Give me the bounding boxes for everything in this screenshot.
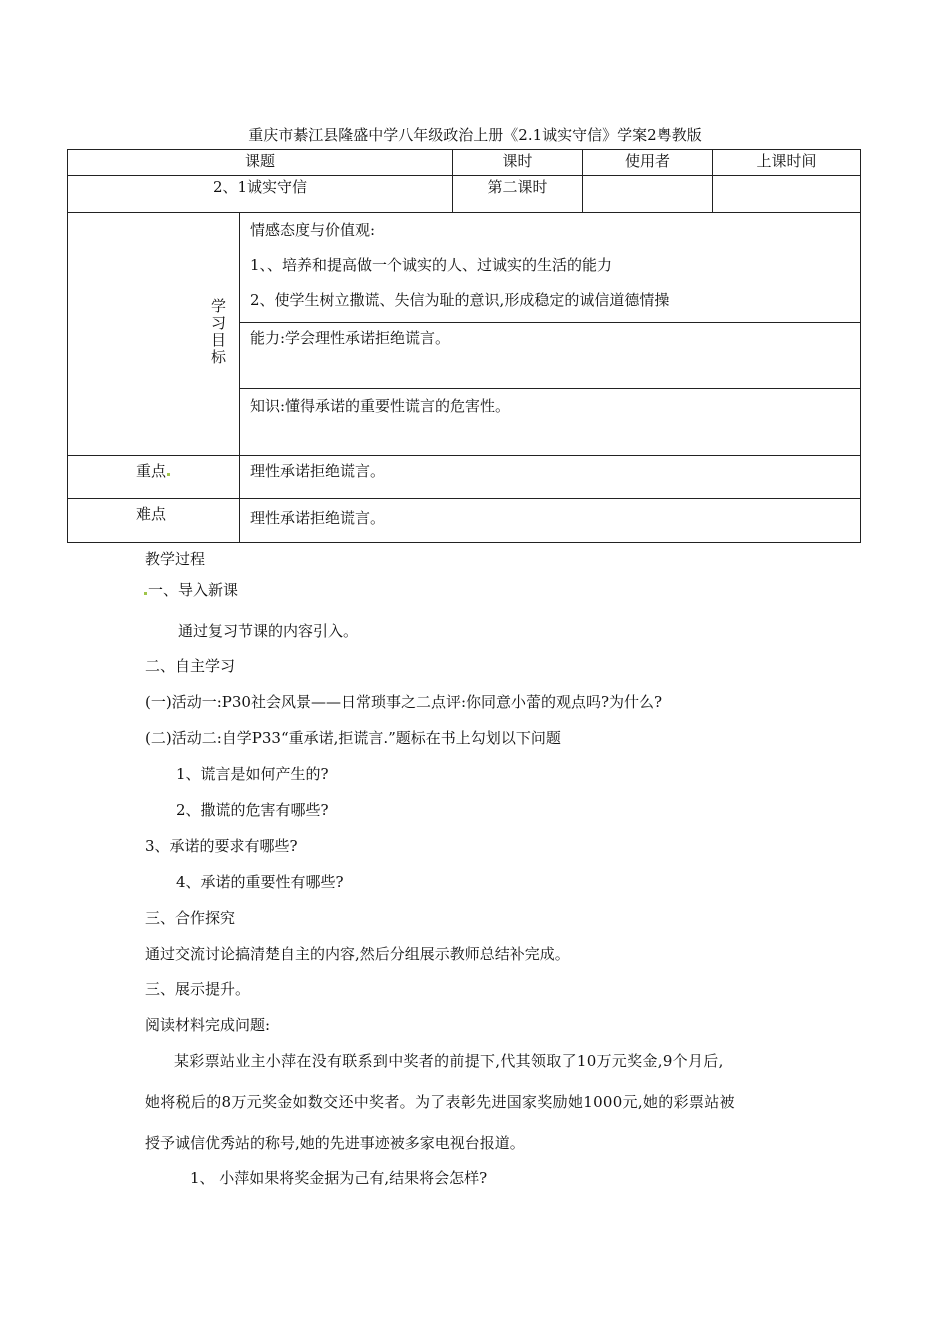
question-lie-harm: 2、撒谎的危害有哪些? — [176, 801, 329, 819]
goals-ability: 能力:学会理性承诺拒绝谎言。 — [250, 329, 451, 347]
difficulty-row — [68, 499, 861, 543]
goals-knowledge: 知识:懂得承诺的重要性谎言的危害性。 — [250, 397, 511, 415]
section-presentation-heading: 三、展示提升。 — [145, 980, 251, 998]
material-paragraph-line-2: 她将税后的8万元奖金如数交还中奖者。为了表彰先进国家奖励她1000元,她的彩票站被 — [145, 1093, 735, 1111]
section-cooperation-heading: 三、合作探究 — [145, 909, 236, 927]
material-paragraph-line-1: 某彩票站业主小萍在没有联系到中奖者的前提下,代其领取了10万元奖金,9个月后, — [174, 1052, 724, 1070]
import-text: 通过复习节课的内容引入。 — [178, 622, 359, 640]
key-value: 理性承诺拒绝谎言。 — [240, 456, 861, 499]
cooperation-text: 通过交流讨论搞清楚自主的内容,然后分组展示教师总结补完成。 — [145, 945, 570, 963]
value-period: 第二课时 — [453, 176, 583, 213]
goals-attitude-cell — [240, 213, 861, 323]
teaching-process-heading: 教学过程 — [145, 550, 206, 568]
header-class-time: 上课时间 — [713, 150, 861, 176]
goals-attitude-heading: 情感态度与价值观: — [250, 221, 376, 239]
key-row — [68, 456, 861, 499]
reading-prompt: 阅读材料完成问题: — [145, 1016, 271, 1034]
activity-1: (一)活动一:P30社会风景——日常琐事之二点评:你同意小蕾的观点吗?为什么? — [145, 693, 663, 711]
table-header-row — [68, 150, 861, 176]
goals-label-cell — [68, 213, 240, 456]
value-class-time — [713, 176, 861, 213]
question-lie-origin: 1、谎言是如何产生的? — [176, 765, 329, 783]
goals-ability-cell — [240, 323, 861, 389]
difficulty-value: 理性承诺拒绝谎言。 — [240, 499, 861, 543]
section-import-text: 一、导入新课 — [148, 581, 239, 599]
goals-knowledge-cell — [240, 389, 861, 456]
goals-label: 学习目标 — [209, 298, 227, 366]
material-paragraph-line-3: 授予诚信优秀站的称号,她的先进事迹被多家电视台报道。 — [145, 1134, 525, 1152]
difficulty-label: 难点 — [68, 499, 240, 543]
goals-attitude-1: 1、、培养和提高做一个诚实的人、过诚实的生活的能力 — [250, 256, 613, 274]
header-period: 课时 — [453, 150, 583, 176]
question-promise-importance: 4、承诺的重要性有哪些? — [176, 873, 344, 891]
value-topic: 2、1诚实守信 — [68, 176, 453, 213]
question-promise-requirements: 3、承诺的要求有哪些? — [145, 837, 298, 855]
value-user — [583, 176, 713, 213]
goals-attitude-2: 2、使学生树立撒谎、失信为耻的意识,形成稳定的诚信道德情操 — [250, 291, 670, 309]
material-question-1: 1、 小萍如果将奖金据为己有,结果将会怎样? — [190, 1169, 488, 1187]
key-label-text: 重点 — [136, 462, 167, 480]
activity-2: (二)活动二:自学P33“重承诺,拒谎言.”题标在书上勾划以下问题 — [145, 729, 561, 747]
lesson-plan-table — [67, 149, 861, 543]
header-user: 使用者 — [583, 150, 713, 176]
document-title: 重庆市綦江县隆盛中学八年级政治上册《2.1诚实守信》学案2粤教版 — [248, 126, 702, 144]
section-self-study-heading: 二、自主学习 — [145, 657, 236, 675]
section-import-heading — [143, 579, 238, 600]
key-label — [68, 456, 240, 499]
table-values-row — [68, 176, 861, 213]
header-topic: 课题 — [68, 150, 453, 176]
